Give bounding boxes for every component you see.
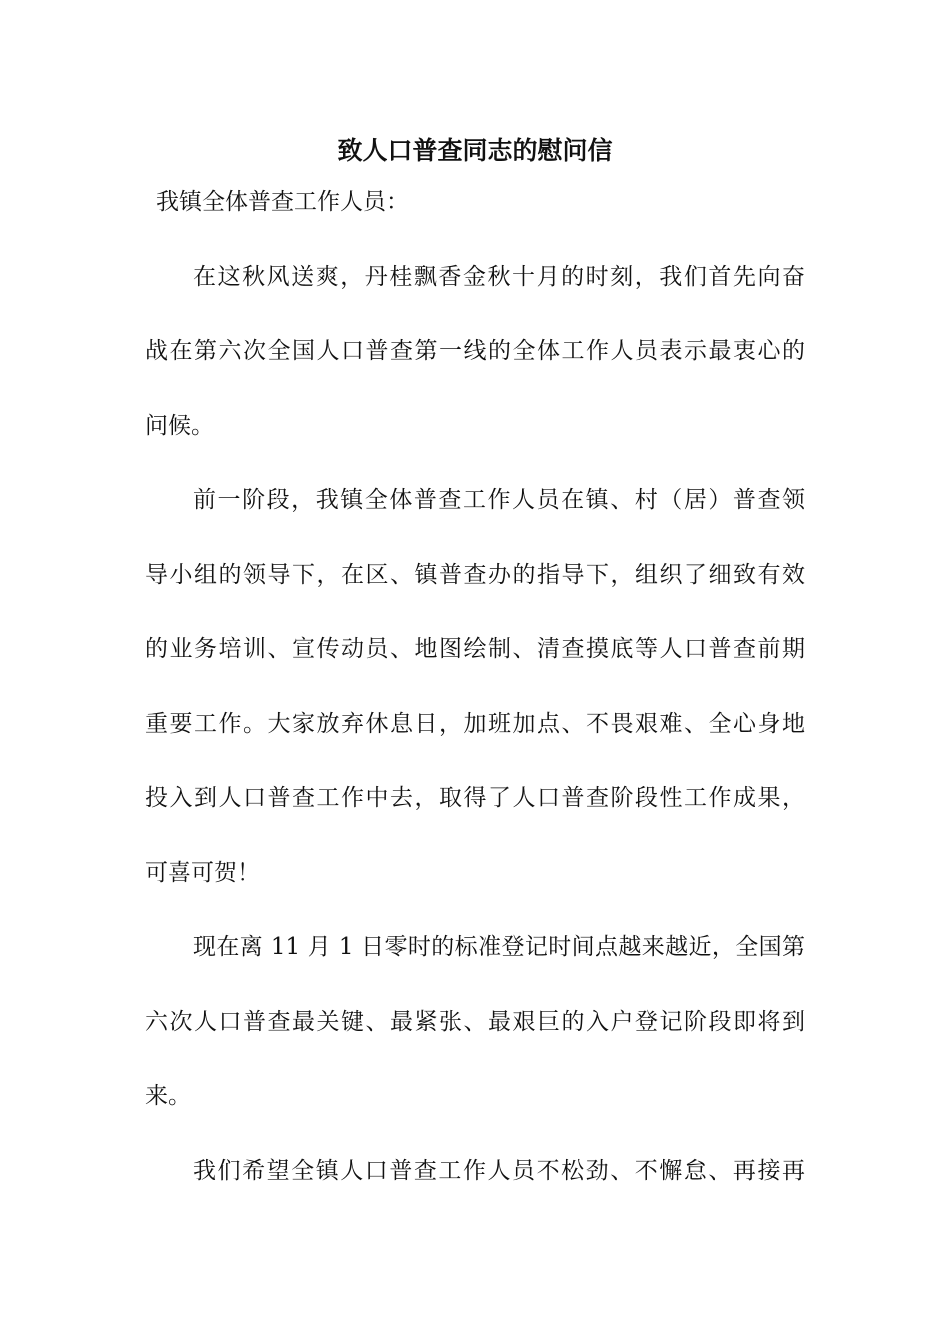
- paragraph-3-line-3: 来。: [145, 1083, 191, 1109]
- letter-title: 致人口普查同志的慰问信: [337, 136, 613, 165]
- paragraph-2-line-6: 可喜可贺！: [145, 860, 260, 886]
- paragraph-1-line-1: 在这秋风送爽，丹桂飘香金秋十月的时刻，我们首先向奋: [193, 264, 805, 290]
- paragraph-2-line-5: 投入到人口普查工作中去，取得了人口普查阶段性工作成果，: [145, 785, 805, 811]
- paragraph-1-line-2: 战在第六次全国人口普查第一线的全体工作人员表示最衷心的: [145, 338, 805, 364]
- paragraph-1-line-3: 问候。: [145, 413, 214, 439]
- paragraph-2-line-4: 重要工作。大家放弃休息日，加班加点、不畏艰难、全心身地: [145, 711, 805, 737]
- paragraph-2-line-2: 导小组的领导下，在区、镇普查办的指导下，组织了细致有效: [145, 562, 805, 588]
- paragraph-4-line-1: 我们希望全镇人口普查工作人员不松劲、不懈怠、再接再: [193, 1158, 805, 1184]
- paragraph-2-line-3: 的业务培训、宣传动员、地图绘制、清查摸底等人口普查前期: [145, 636, 805, 662]
- paragraph-3-line-2: 六次人口普查最关键、最紧张、最艰巨的入户登记阶段即将到: [145, 1009, 805, 1035]
- paragraph-2-line-1: 前一阶段，我镇全体普查工作人员在镇、村（居）普查领: [193, 487, 805, 513]
- paragraph-3-line-1: 现在离 11 月 1 日零时的标准登记时间点越来越近，全国第: [193, 934, 805, 960]
- salutation: 我镇全体普查工作人员：: [156, 189, 409, 215]
